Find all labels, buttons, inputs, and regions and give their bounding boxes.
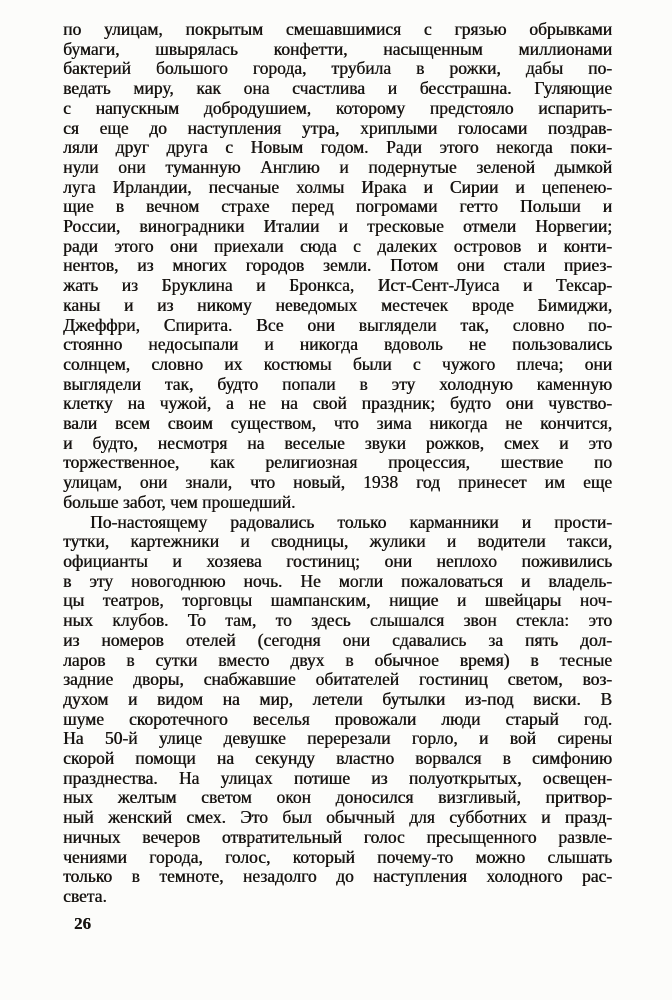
text-line: луга Ирландии, песчаные холмы Ирака и Сирии и цепенею- xyxy=(63,176,612,197)
text-line: ный женский смех. Это был обычный для субботних и празд- xyxy=(63,807,612,828)
text-line: вали всем своим существом, что зима никогда не кончится, xyxy=(63,413,612,434)
text-line: по улицам, покрытым смешавшимися с грязью обрывками xyxy=(63,19,612,39)
text-line: ся еще до наступления утра, хриплыми голосами поздрав- xyxy=(63,117,612,138)
text-line: ради этого они приехали сюда с далеких островов и конти- xyxy=(63,235,612,256)
text-line: ных клубов. То там, то здесь слышался звон стекла: это xyxy=(63,610,612,631)
text-line: официанты и хозяева гостиниц; они неплохо поживились xyxy=(63,550,612,571)
text-line: клетку на чужой, а не на свой праздник; будто они чувство- xyxy=(63,393,612,414)
text-line: стоянно недосыпали и никогда вдоволь не пользовались xyxy=(63,334,612,355)
text-line: ляли друг друга с Новым годом. Ради этого некогда поки- xyxy=(63,137,612,158)
text-line: солнцем, словно их костюмы были с чужого плеча; они xyxy=(63,353,612,374)
text-line: щие в вечном страхе перед погромами гетто Польши и xyxy=(63,196,612,217)
text-line: духом и видом на мир, летели бутылки из-под виски. В xyxy=(63,688,612,709)
text-line: чениями города, голос, который почему-то можно слышать xyxy=(63,846,612,867)
page-text xyxy=(63,20,612,907)
text-line: бумаги, швырялась конфетти, насыщенным миллионами xyxy=(63,38,612,59)
text-line: с напускным добродушием, которому предстояло испарить- xyxy=(63,97,612,118)
text-line: ведать миру, как она счастлива и бесстрашна. Гуляющие xyxy=(63,78,612,99)
paragraph-1 xyxy=(63,20,612,513)
page-number: 26 xyxy=(74,914,91,933)
text-line: Джеффри, Спирита. Все они выглядели так, словно по- xyxy=(63,314,612,335)
text-line: ларов в сутки вместо двух в обычное время) в тесные xyxy=(63,649,612,670)
text-line: и будто, несмотря на веселые звуки рожков, смех и это xyxy=(63,432,612,453)
text-line: ничных вечеров отвратительный голос пресыщенного развле- xyxy=(63,826,612,847)
paragraph-2 xyxy=(63,513,612,907)
text-line: шуме скоротечного веселья провожали люди старый год. xyxy=(63,708,612,729)
text-line: нентов, из многих городов земли. Потом они стали приез- xyxy=(63,255,612,276)
text-line: бактерий большого города, трубила в рожки, дабы по- xyxy=(63,58,612,79)
text-line: ных желтым светом окон доносился визгливый, притвор- xyxy=(63,787,612,808)
text-line: больше забот, чем прошедший. xyxy=(63,491,296,512)
text-line: выглядели так, будто попали в эту холодную каменную xyxy=(63,373,612,394)
text-line: скорой помощи на секунду властно ворвался в симфонию xyxy=(63,748,612,769)
text-line: каны и из никому неведомых местечек вроде Бимиджи, xyxy=(63,294,612,315)
text-line: торжественное, как религиозная процессия, шествие по xyxy=(63,452,612,473)
text-line: света. xyxy=(63,885,107,906)
text-line: из номеров отелей (сегодня они сдавались за пять дол- xyxy=(63,629,612,650)
text-line: улицам, они знали, что новый, 1938 год принесет им еще xyxy=(63,472,612,493)
text-line: России, виноградники Италии и тресковые отмели Норвегии; xyxy=(63,216,612,237)
text-line: задние дворы, снабжавшие обитателей гостиниц светом, воз- xyxy=(63,669,612,690)
text-line: По-настоящему радовались только карманники и прости- xyxy=(90,511,612,532)
text-line: в эту новогоднюю ночь. Не могли пожаловаться и владель- xyxy=(63,570,612,591)
text-line: цы театров, торговцы шампанским, нищие и швейцары ноч- xyxy=(63,590,612,611)
text-line: На 50-й улице девушке перерезали горло, и вой сирены xyxy=(63,728,612,749)
text-line: празднества. На улицах потише из полуоткрытых, освещен- xyxy=(63,767,612,788)
text-line: только в темноте, незадолго до наступления холодного рас- xyxy=(63,866,612,887)
text-line: тутки, картежники и сводницы, жулики и водители такси, xyxy=(63,531,612,552)
text-line: нули они туманную Англию и подернутые зеленой дымкой xyxy=(63,156,612,177)
text-line: жать из Бруклина и Бронкса, Ист-Сент-Луиса и Тексар- xyxy=(63,275,612,296)
